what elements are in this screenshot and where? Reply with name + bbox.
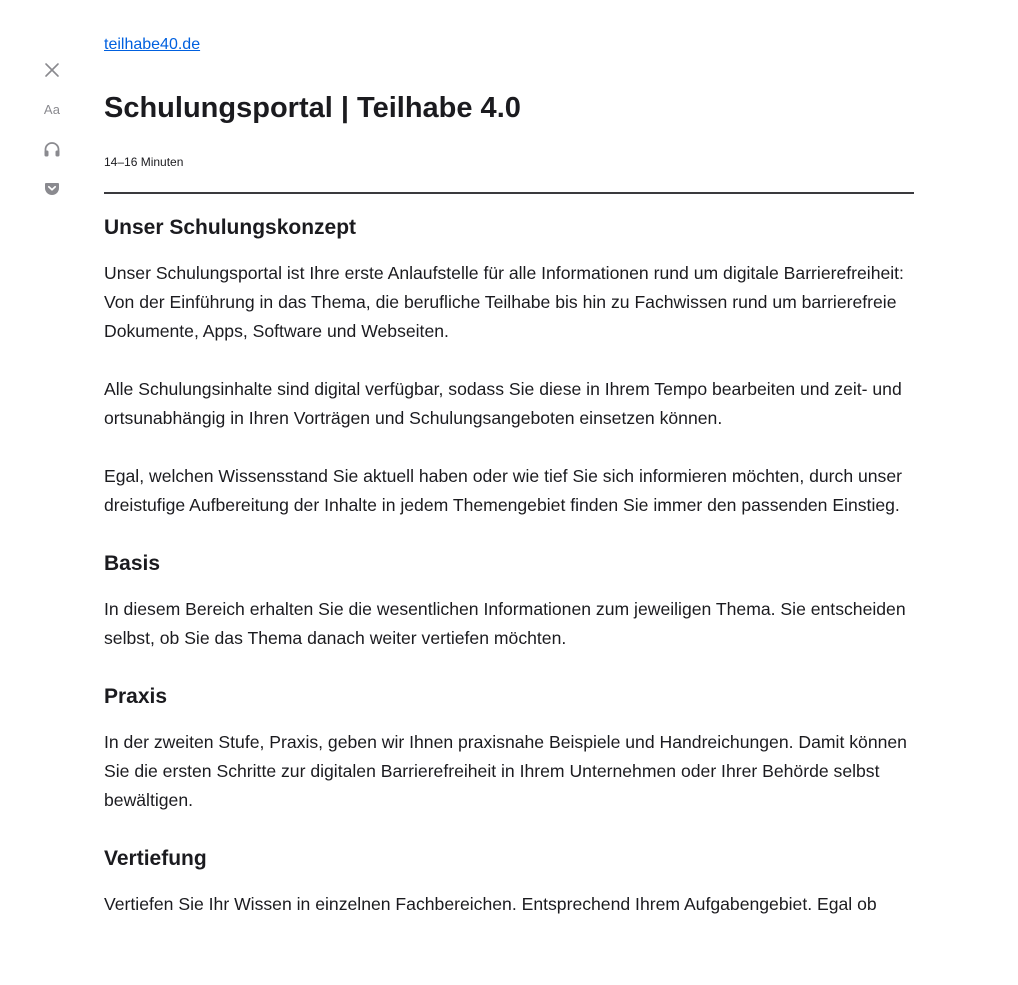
paragraph: In diesem Bereich erhalten Sie die wesentlichen Informationen zum jeweiligen Thema. Sie entscheiden selbst, ob Sie das Thema danach weiter vertiefen möchten. [104, 599, 906, 648]
type-controls-icon: Aa [43, 101, 61, 117]
save-to-pocket-button[interactable] [38, 174, 66, 202]
paragraph: In der zweiten Stufe, Praxis, geben wir Ihnen praxisnahe Beispiele und Handreichungen. Damit können Sie die ersten Schritte zur digitalen Barrierefreiheit in Ihrem Unternehmen oder Ihrer Behörde selbst bewältigen. [104, 732, 907, 810]
paragraph: Unser Schulungsportal ist Ihre erste Anlaufstelle für alle Informationen rund um digitale Barrierefreiheit: Von der Einführung in das Thema, die berufliche Teilhabe bis hin zu Fachwissen rund um barrierefreie Dokumente, Apps, Software und Webseiten. [104, 263, 904, 341]
article-title: Schulungsportal | Teilhabe 4.0 [104, 92, 521, 124]
headphones-icon [43, 141, 61, 157]
section-heading: Unser Schulungskonzept [104, 216, 357, 239]
close-icon [44, 62, 60, 78]
close-reader-button[interactable] [38, 56, 66, 84]
section-basis [104, 550, 914, 653]
listen-button[interactable] [38, 135, 66, 163]
section-heading: Praxis [104, 685, 168, 708]
paragraph: Egal, welchen Wissensstand Sie aktuell haben oder wie tief Sie sich informieren möchten, durch unser dreistufige Aufbereitung der Inhalte in jedem Themengebiet finden Sie immer den passenden Einstieg. [104, 466, 902, 515]
pocket-icon [44, 180, 60, 196]
paragraph: Vertiefen Sie Ihr Wissen in einzelnen Fachbereichen. Entsprechend Ihrem Aufgabengebiet. Egal ob [104, 894, 877, 914]
paragraph: Alle Schulungsinhalte sind digital verfügbar, sodass Sie diese in Ihrem Tempo bearbeiten und zeit- und ortsunabhängig in Ihren Vorträgen und Schulungsangeboten einsetzen können. [104, 379, 902, 428]
section-praxis [104, 683, 914, 815]
reader-article [104, 34, 914, 919]
section-heading: Basis [104, 552, 161, 575]
source-domain-link[interactable]: teilhabe40.de [104, 36, 201, 53]
section-schulungskonzept [104, 214, 914, 520]
header-divider [104, 192, 914, 194]
type-controls-button[interactable] [38, 95, 66, 123]
section-vertiefung [104, 845, 914, 919]
section-heading: Vertiefung [104, 847, 207, 870]
reading-time: 14–16 Minuten [104, 155, 184, 169]
